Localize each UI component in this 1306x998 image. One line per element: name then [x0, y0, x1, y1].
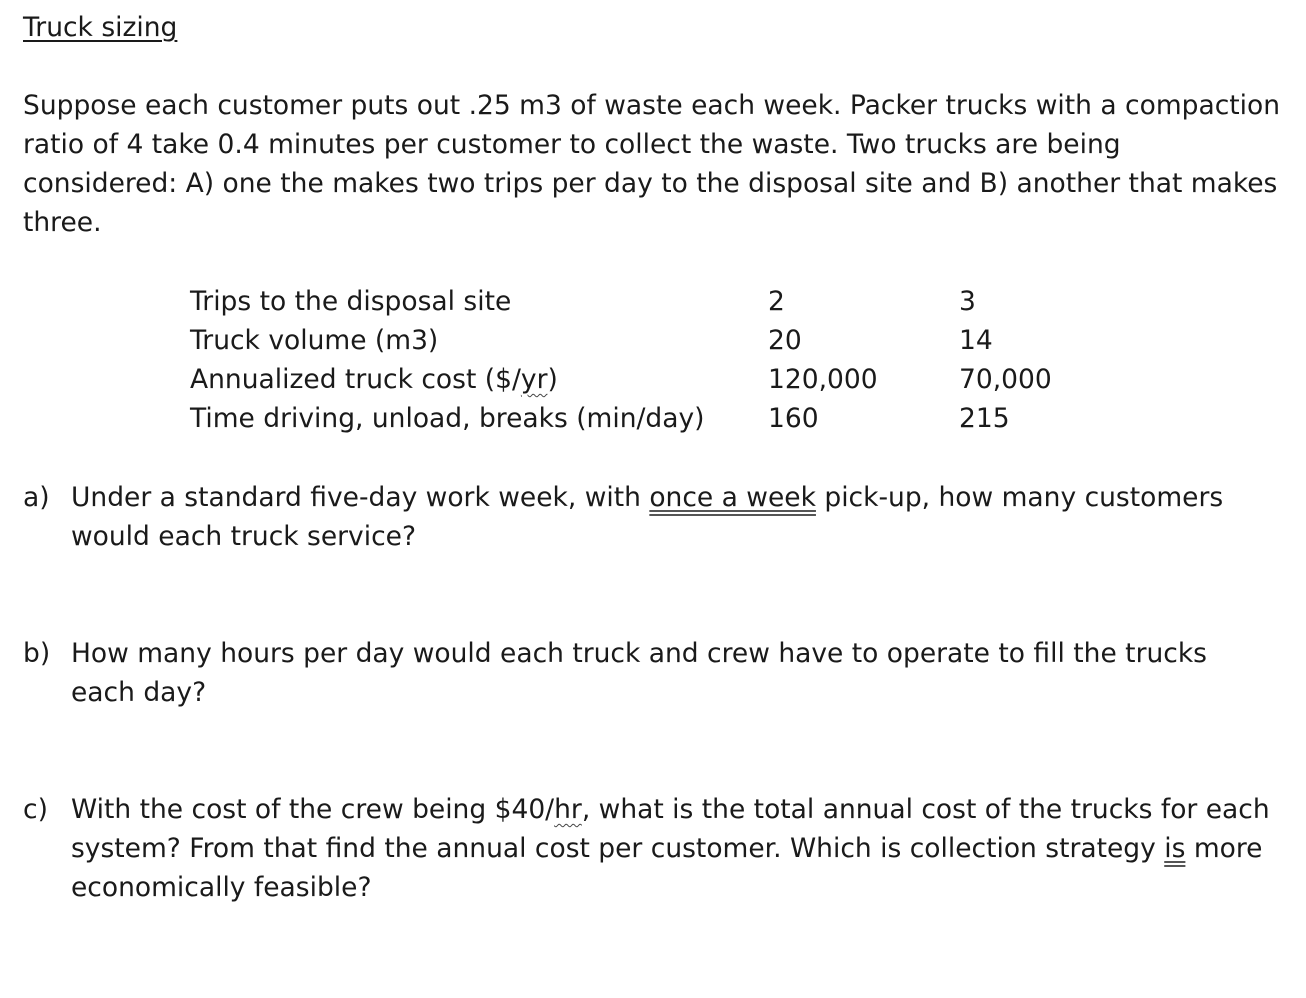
row-label: [190, 360, 558, 399]
intro-line: Suppose each customer puts out .25 m3 of waste each week. Packer trucks with a compaction: [23, 90, 1281, 121]
spellcheck-flagged-word: hr: [554, 794, 582, 825]
intro-line: three.: [23, 207, 102, 238]
intro-line: considered: A) one the makes two trips per day to the disposal site and B) another that makes: [23, 168, 1278, 199]
truck-b-value: 215: [959, 403, 1010, 434]
question-text-part: , what is the total annual cost of the trucks for each: [581, 794, 1270, 825]
question-line: [71, 829, 1270, 868]
question-text: [71, 790, 1270, 907]
question-line: [71, 478, 1223, 517]
truck-a-value: 160: [768, 403, 819, 434]
row-label: Trips to the disposal site: [190, 286, 512, 317]
question-letter: b): [23, 638, 51, 669]
truck-b-value: 70,000: [959, 364, 1052, 395]
question-text-part: system? From that find the annual cost per customer. Which is collection strategy: [71, 833, 1165, 864]
question-line: economically feasible?: [71, 872, 372, 903]
intro-paragraph: [23, 86, 1288, 242]
question-letter: a): [23, 482, 50, 513]
question-text-part: Under a standard five-day work week, with: [71, 482, 650, 513]
question-line: each day?: [71, 677, 207, 708]
intro-line: ratio of 4 take 0.4 minutes per customer to collect the waste. Two trucks are being: [23, 129, 1121, 160]
question-letter: c): [23, 794, 48, 825]
document-title: Truck sizing: [23, 12, 178, 43]
question-text: [71, 634, 1207, 712]
row-label-part: Annualized truck cost ($/: [190, 364, 521, 395]
truck-a-value: 120,000: [768, 364, 878, 395]
truck-b-value: 14: [959, 325, 993, 356]
question-text: [71, 478, 1223, 556]
truck-a-value: 20: [768, 325, 802, 356]
row-label-part: ): [547, 364, 558, 395]
row-label: Truck volume (m3): [190, 325, 439, 356]
spellcheck-flagged-word: yr: [520, 364, 548, 395]
question-text-part: With the cost of the crew being $40/: [71, 794, 555, 825]
grammar-flagged-phrase: once a week: [649, 482, 816, 513]
question-line: How many hours per day would each truck and crew have to operate to fill the trucks: [71, 638, 1207, 669]
question-line: would each truck service?: [71, 521, 417, 552]
question-text-part: pick-up, how many customers: [815, 482, 1224, 513]
question-text-part: more: [1185, 833, 1263, 864]
truck-b-value: 3: [959, 286, 976, 317]
question-line: [71, 790, 1270, 829]
row-label: Time driving, unload, breaks (min/day): [190, 403, 705, 434]
grammar-flagged-word: is: [1164, 833, 1186, 864]
truck-a-value: 2: [768, 286, 785, 317]
